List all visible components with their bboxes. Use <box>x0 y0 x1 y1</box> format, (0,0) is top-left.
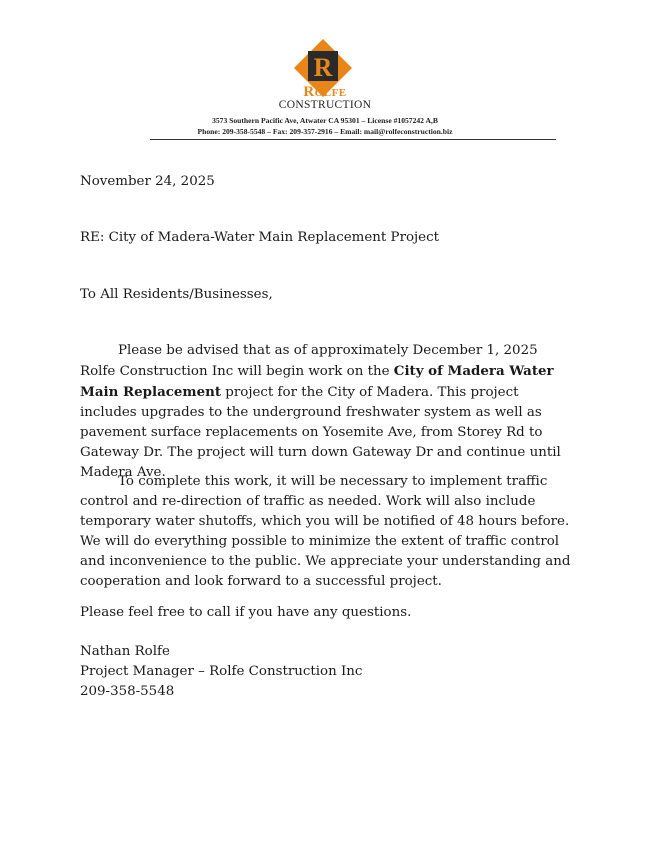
letter-subject: RE: City of Madera-Water Main Replacement Project <box>80 230 439 245</box>
letter-closing: Please feel free to call if you have any questions. <box>80 605 412 620</box>
para2-text: To complete this work, it will be necessary to implement traffic control and re-direction of traffic as needed. Work will also include temporary water shutoffs, which you will be notified of 48 hours before. We will do everything possible to minimize the extent of traffic control and inconvenience to the public. We appreciate your understanding and cooperation and look forward to a successful project. <box>80 474 571 589</box>
signature-name: Nathan Rolfe <box>80 644 170 659</box>
body-paragraph-1 <box>80 341 572 483</box>
body-paragraph-2 <box>80 472 572 592</box>
letter-date: November 24, 2025 <box>80 174 215 189</box>
company-name: Rolfe <box>303 84 347 100</box>
logo-letter: R <box>313 53 333 82</box>
project-name-bold: City of Madera Water Main Replacement <box>80 363 554 400</box>
para1-text-end: project for the City of Madera. This project includes upgrades to the underground freshwater system as well as pavement surface replacements on Yosemite Ave, from Storey Rd to Gateway Dr. The project will turn down Gateway Dr and continue until Madera Ave. <box>80 385 561 480</box>
letterhead-divider <box>150 139 556 140</box>
company-address: 3573 Southern Pacific Ave, Atwater CA 95301 – License #1057242 A,B <box>212 116 438 125</box>
company-subtitle: CONSTRUCTION <box>278 99 372 111</box>
signature-phone: 209-358-5548 <box>80 684 175 699</box>
company-contact: Phone: 209-358-5548 – Fax: 209-357-2916 – Email: mail@rolfeconstruction.biz <box>197 127 453 136</box>
para1-text-start: Please be advised that as of approximately December 1, 2025 Rolfe Construction Inc will begin work on the <box>80 343 538 379</box>
signature-title: Project Manager – Rolfe Construction Inc <box>80 664 363 679</box>
letter-salutation: To All Residents/Businesses, <box>80 287 273 302</box>
